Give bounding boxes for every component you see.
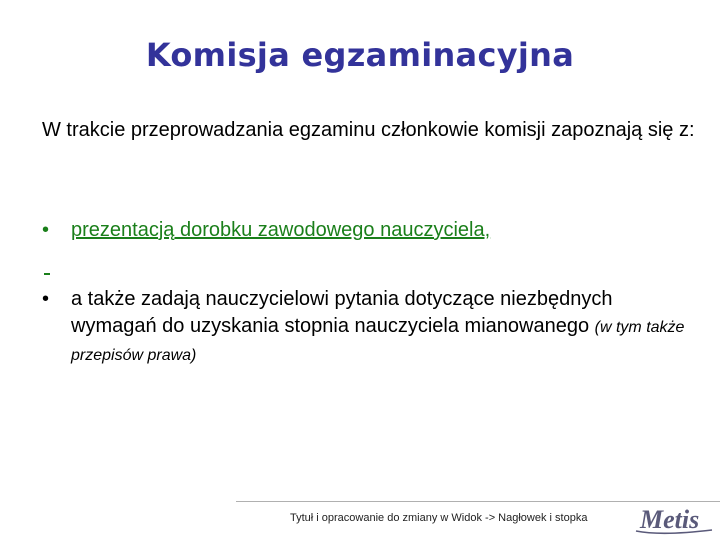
- bullet-dot: •: [42, 288, 50, 310]
- footer-text: Tytuł i opracowanie do zmiany w Widok -> Nagłowek i stopka: [290, 512, 588, 524]
- bullet-text: a także zadają nauczycielowi pytania dotyczące niezbędnych wymagań do uzyskania stopnia nauczyciela mianowanego: [71, 288, 613, 337]
- bullet-text-wrapper: [42, 286, 692, 369]
- metis-logo: [632, 503, 716, 537]
- bullet-item-questions: [42, 286, 692, 369]
- bullet-item-presentation[interactable]: [42, 217, 692, 244]
- small-dash-marker: [44, 273, 50, 275]
- logo-text: Metis: [640, 505, 700, 534]
- intro-text: W trakcie przeprowadzania egzaminu członkowie komisji zapoznają się z:: [42, 119, 695, 141]
- footer-divider: [236, 501, 720, 502]
- bullet-note: (w tym także przepisów prawa): [71, 319, 685, 364]
- bullet-dot: •: [42, 219, 50, 241]
- bullet-link-text[interactable]: prezentacją dorobku zawodowego nauczyciela,: [71, 219, 491, 241]
- slide-title: Komisja egzaminacyjna: [145, 36, 575, 74]
